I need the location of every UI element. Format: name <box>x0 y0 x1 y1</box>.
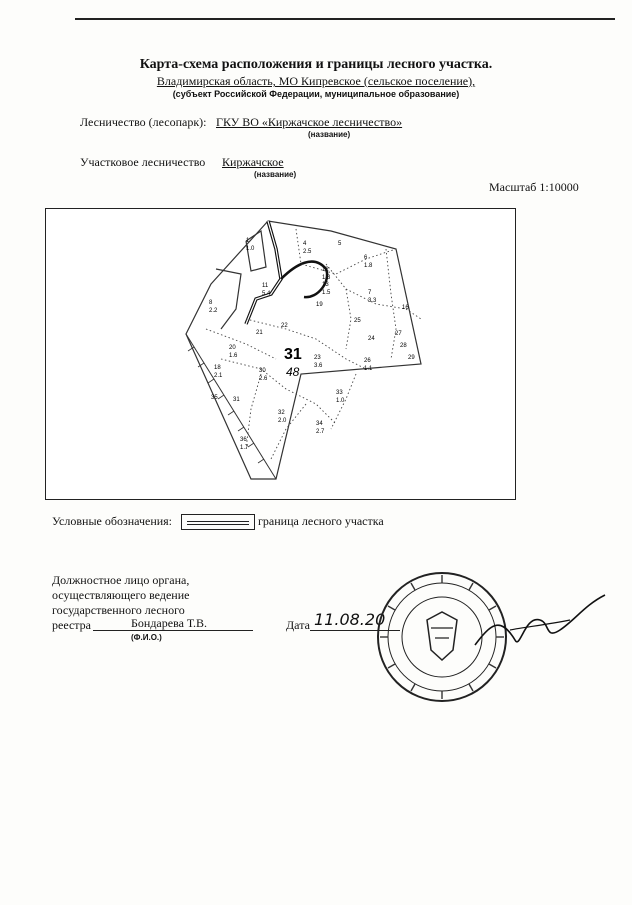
official-line1: Должностное лицо органа, <box>52 573 190 587</box>
plot-number: 30 <box>259 368 266 374</box>
forestry-note: (название) <box>308 130 351 139</box>
forest-map <box>45 208 516 500</box>
road-loop <box>281 262 327 298</box>
plot-number: 28 <box>400 343 407 349</box>
plot-number: 16 <box>402 305 409 311</box>
region-line <box>0 74 632 89</box>
plot-area: 2.6 <box>259 376 268 382</box>
district-value: Киржачское <box>222 155 284 169</box>
map-drawing <box>46 209 515 499</box>
plot-number: 18 <box>214 365 221 371</box>
region-note: (субъект Российской Федерации, муниципальное образование) <box>172 89 460 99</box>
plot-area: 2.2 <box>209 308 218 314</box>
plot-number: 7 <box>368 290 372 296</box>
plot-number: 31 <box>233 397 240 403</box>
date-value: 11.08.20 <box>314 610 386 629</box>
plot-area: 3.6 <box>314 363 323 369</box>
quarter-number: 31 <box>284 346 302 363</box>
plot-number: 1 <box>246 238 250 244</box>
plot-number: 29 <box>408 355 415 361</box>
plot-area: 1.0 <box>246 246 255 252</box>
plot-number: 13 <box>322 282 329 288</box>
block-outline <box>216 269 241 329</box>
plot-number: 34 <box>316 421 323 427</box>
plot-area: 2.1 <box>214 373 223 379</box>
plot-number: 4 <box>303 241 307 247</box>
scale-label: Масштаб 1:10000 <box>489 180 579 194</box>
plot-area: 1.7 <box>240 445 249 451</box>
official-line3: государственного лесного <box>52 603 185 617</box>
plot-boundary <box>246 221 281 324</box>
plot-number: 27 <box>395 331 402 337</box>
plot-number: 23 <box>314 355 321 361</box>
plot-area: 1.5 <box>322 290 331 296</box>
plot-number: 20 <box>229 345 236 351</box>
plot-area: 1.1 <box>364 366 373 372</box>
plot-number: 8 <box>209 300 213 306</box>
forestry-value: ГКУ ВО «Киржачское лесничество» <box>216 115 403 129</box>
legend-boundary-line <box>187 521 249 525</box>
plot-area: 1.8 <box>364 263 373 269</box>
plot-area: 5.4 <box>262 291 271 297</box>
top-rule <box>75 18 615 20</box>
plot-number: 19 <box>316 302 323 308</box>
plot-area: 3.3 <box>368 298 377 304</box>
plot-area: 2.0 <box>278 418 287 424</box>
compartment-lines <box>206 229 421 459</box>
plot-area: 2.7 <box>316 429 325 435</box>
legend-boundary-symbol <box>181 514 255 530</box>
document-title: Карта-схема расположения и границы лесного участка. <box>139 57 493 72</box>
name-note: (Ф.И.О.) <box>131 633 162 642</box>
date-label: Дата <box>286 618 310 632</box>
region-text: Владимирская область, МО Кипревское (сельское поселение), <box>156 74 476 88</box>
official-line4: реестра <box>52 618 91 632</box>
official-name: Бондарева Т.В. <box>131 616 208 630</box>
quarter-boundary <box>186 221 421 479</box>
plot-number: 36 <box>240 437 247 443</box>
district-label: Участковое лесничество <box>80 155 206 169</box>
forestry-label: Лесничество (лесопарк): <box>80 115 207 129</box>
signature <box>470 585 610 665</box>
plot-number: 32 <box>278 410 285 416</box>
quarter-area: 48 <box>286 365 300 379</box>
plot-number: 26 <box>364 358 371 364</box>
plot-number: 22 <box>281 323 288 329</box>
plot-labels <box>209 238 415 451</box>
district-note: (название) <box>254 170 297 179</box>
plot-number: 6 <box>364 255 368 261</box>
plot-number: 11 <box>262 283 269 289</box>
plot-number: 5 <box>338 241 342 247</box>
plot-area: 1.6 <box>229 353 238 359</box>
legend-text: граница лесного участка <box>258 514 384 528</box>
legend-label: Условные обозначения: <box>52 514 173 528</box>
plot-number: 12 <box>322 267 329 273</box>
plot-number: 21 <box>256 330 263 336</box>
official-line2: осуществляющего ведение <box>52 588 190 602</box>
plot-number: 25 <box>354 318 361 324</box>
plot-area: 2.5 <box>303 249 312 255</box>
plot-area: 1.0 <box>336 398 345 404</box>
plot-area: 1.3 <box>322 275 331 281</box>
plot-number: 24 <box>368 336 375 342</box>
plot-number: 35 <box>211 395 218 401</box>
plot-number: 33 <box>336 390 343 396</box>
